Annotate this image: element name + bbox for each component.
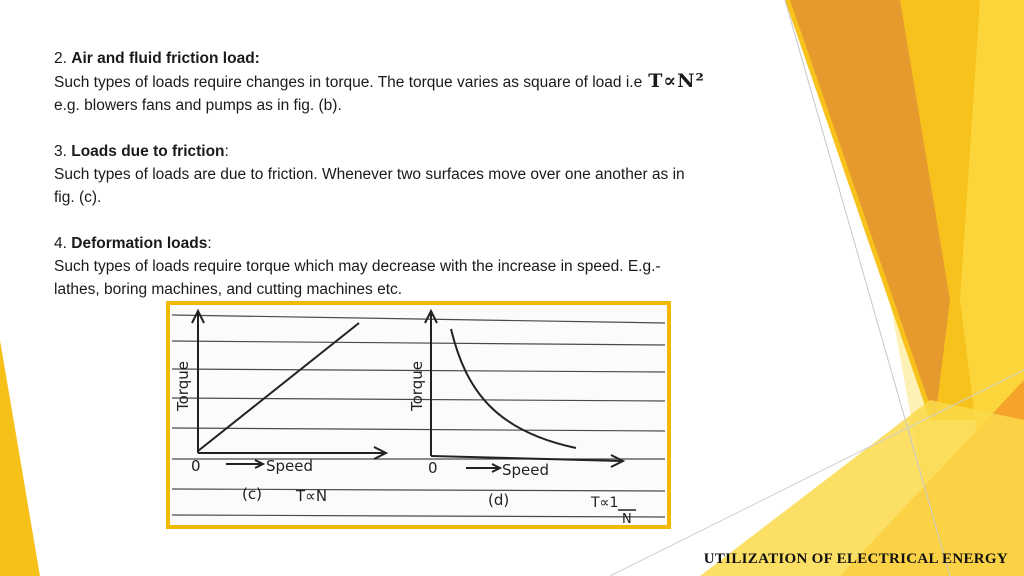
figure-caption: (c)	[242, 485, 262, 503]
relation-label: T∝N	[296, 487, 328, 505]
relation-label: T∝1	[591, 495, 619, 511]
section-line: e.g. blowers fans and pumps as in fig. (b).	[54, 97, 342, 114]
section-air-fluid	[54, 47, 794, 117]
torque-formula: T∝N²	[648, 70, 705, 92]
section-number: 2.	[54, 50, 67, 67]
section-title: Deformation loads	[71, 235, 208, 252]
footer-title: UTILIZATION OF ELECTRICAL ENERGY	[703, 551, 1008, 567]
y-axis-label: Torque	[174, 361, 192, 411]
origin-label: 0	[191, 457, 201, 475]
section-number: 4.	[54, 235, 67, 252]
section-friction: 3. Loads due to friction: Such types of loads are due to friction. Whenever two surfaces move over one another as in fig. (c).	[54, 140, 794, 209]
y-axis-label: Torque	[408, 361, 426, 411]
origin-label: 0	[428, 459, 438, 477]
x-axis-label: Speed	[266, 457, 314, 475]
section-deformation: 4. Deformation loads: Such types of loads require torque which may decrease with the increase in speed. E.g.- lathes, boring machines, and cutting machines etc.	[54, 232, 794, 301]
section-title: Loads due to friction	[71, 143, 225, 160]
left-accent-yellow	[0, 340, 40, 576]
figure-caption: (d)	[488, 491, 510, 509]
bottom-right-yellow	[700, 400, 1024, 576]
text-content	[54, 47, 794, 324]
section-line: Such types of loads require torque which may decrease with the increase in speed. E.g.-	[54, 258, 661, 275]
section-line: lathes, boring machines, and cutting machines etc.	[54, 281, 403, 298]
section-title: Air and fluid friction load:	[71, 50, 260, 67]
section-line: Such types of loads require changes in torque. The torque varies as square of load i.e	[54, 74, 643, 91]
x-axis-label: Speed	[502, 461, 550, 479]
section-number: 3.	[54, 143, 67, 160]
section-line: fig. (c).	[54, 189, 102, 206]
relation-denominator: N	[622, 512, 632, 527]
section-line: Such types of loads are due to friction. Whenever two surfaces move over one another as in	[54, 166, 685, 183]
torque-speed-figure	[166, 301, 671, 529]
